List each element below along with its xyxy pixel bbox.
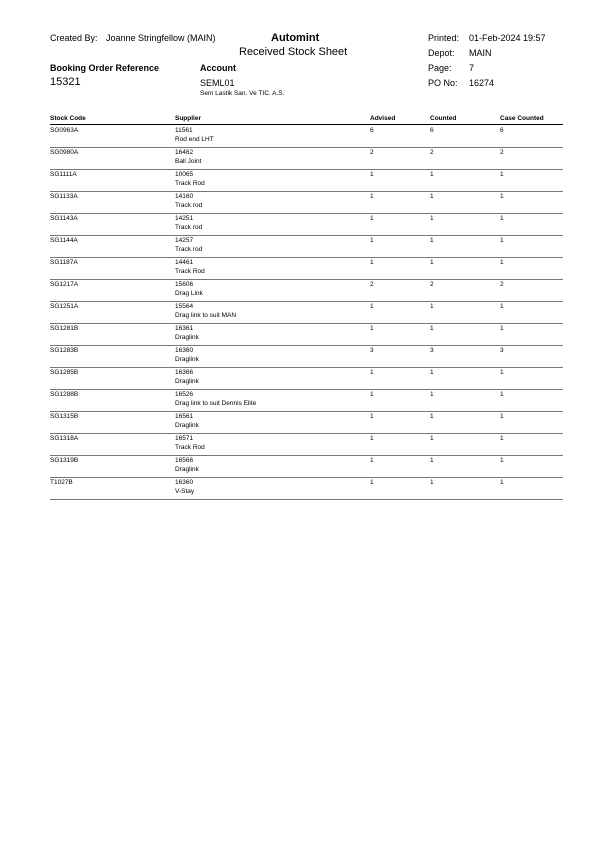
account-code: SEML01 bbox=[200, 78, 235, 88]
row-divider bbox=[50, 301, 563, 302]
description-cell: Draglink bbox=[175, 378, 199, 385]
row-divider bbox=[50, 323, 563, 324]
description-cell: Track Rod bbox=[175, 444, 205, 451]
page-value: 7 bbox=[469, 63, 475, 73]
advised-cell: 1 bbox=[370, 413, 374, 420]
case-counted-cell: 6 bbox=[500, 127, 504, 134]
header-rule bbox=[50, 124, 563, 125]
advised-cell: 1 bbox=[370, 193, 374, 200]
supplier-code-cell: 16571 bbox=[175, 435, 194, 442]
case-counted-cell: 3 bbox=[500, 347, 504, 354]
description-cell: Rod end LHT bbox=[175, 136, 214, 143]
counted-cell: 1 bbox=[430, 259, 434, 266]
stock-code-cell: SG1285B bbox=[50, 369, 79, 376]
printed-value: 01-Feb-2024 19:57 bbox=[469, 33, 546, 43]
company-name: Automint bbox=[271, 32, 320, 44]
col-header-advised: Advised bbox=[370, 115, 396, 122]
row-divider bbox=[50, 257, 563, 258]
row-divider bbox=[50, 499, 563, 500]
counted-cell: 1 bbox=[430, 479, 434, 486]
case-counted-cell: 2 bbox=[500, 281, 504, 288]
advised-cell: 3 bbox=[370, 347, 374, 354]
counted-cell: 1 bbox=[430, 435, 434, 442]
description-cell: Track Rod bbox=[175, 268, 205, 275]
counted-cell: 1 bbox=[430, 215, 434, 222]
row-divider bbox=[50, 235, 563, 236]
created-by-label: Created By: bbox=[50, 33, 98, 43]
stock-code-cell: SG1251A bbox=[50, 303, 79, 310]
description-cell: Track rod bbox=[175, 224, 203, 231]
description-cell: Drag link to suit Dennis Elite bbox=[175, 400, 257, 407]
stock-code-cell: SG1315B bbox=[50, 413, 79, 420]
printed-label: Printed: bbox=[428, 33, 460, 43]
description-cell: V-Stay bbox=[175, 488, 195, 495]
stock-code-cell: SG0963A bbox=[50, 127, 79, 134]
counted-cell: 1 bbox=[430, 171, 434, 178]
row-divider bbox=[50, 147, 563, 148]
advised-cell: 1 bbox=[370, 303, 374, 310]
stock-code-cell: SG1217A bbox=[50, 281, 79, 288]
case-counted-cell: 1 bbox=[500, 303, 504, 310]
description-cell: Draglink bbox=[175, 466, 199, 473]
description-cell: Track rod bbox=[175, 202, 203, 209]
supplier-code-cell: 14160 bbox=[175, 193, 194, 200]
supplier-code-cell: 14461 bbox=[175, 259, 194, 266]
supplier-code-cell: 16561 bbox=[175, 413, 194, 420]
advised-cell: 6 bbox=[370, 127, 374, 134]
supplier-code-cell: 15606 bbox=[175, 281, 194, 288]
depot-label: Depot: bbox=[428, 48, 455, 58]
sheet-title: Received Stock Sheet bbox=[239, 46, 348, 58]
description-cell: Draglink bbox=[175, 334, 199, 341]
counted-cell: 6 bbox=[430, 127, 434, 134]
advised-cell: 1 bbox=[370, 391, 374, 398]
row-divider bbox=[50, 389, 563, 390]
col-header-supplier: Supplier bbox=[175, 115, 202, 122]
row-divider bbox=[50, 433, 563, 434]
row-divider bbox=[50, 213, 563, 214]
advised-cell: 1 bbox=[370, 369, 374, 376]
stock-code-cell: T1027B bbox=[50, 479, 73, 486]
counted-cell: 1 bbox=[430, 413, 434, 420]
stock-code-cell: SG1318A bbox=[50, 435, 79, 442]
counted-cell: 1 bbox=[430, 391, 434, 398]
supplier-code-cell: 15564 bbox=[175, 303, 194, 310]
stock-code-cell: SG1283B bbox=[50, 347, 79, 354]
supplier-code-cell: 16526 bbox=[175, 391, 194, 398]
stock-code-cell: SG1319B bbox=[50, 457, 79, 464]
stock-code-cell: SG1133A bbox=[50, 193, 78, 200]
account-label: Account bbox=[200, 63, 236, 73]
supplier-code-cell: 16361 bbox=[175, 325, 194, 332]
row-divider bbox=[50, 455, 563, 456]
supplier-code-cell: 11561 bbox=[175, 127, 193, 134]
counted-cell: 1 bbox=[430, 325, 434, 332]
supplier-code-cell: 16462 bbox=[175, 149, 194, 156]
po-value: 16274 bbox=[469, 78, 495, 88]
counted-cell: 3 bbox=[430, 347, 434, 354]
description-cell: Draglink bbox=[175, 356, 199, 363]
stock-code-cell: SG1288B bbox=[50, 391, 79, 398]
case-counted-cell: 1 bbox=[500, 215, 504, 222]
description-cell: Track Rod bbox=[175, 180, 205, 187]
case-counted-cell: 2 bbox=[500, 149, 504, 156]
depot-value: MAIN bbox=[469, 48, 492, 58]
case-counted-cell: 1 bbox=[500, 325, 504, 332]
case-counted-cell: 1 bbox=[500, 237, 504, 244]
col-header-stock-code: Stock Code bbox=[50, 115, 86, 122]
supplier-code-cell: 16360 bbox=[175, 347, 194, 354]
row-divider bbox=[50, 279, 563, 280]
advised-cell: 2 bbox=[370, 149, 374, 156]
counted-cell: 2 bbox=[430, 281, 434, 288]
row-divider bbox=[50, 191, 563, 192]
counted-cell: 1 bbox=[430, 193, 434, 200]
booking-ref-value: 15321 bbox=[50, 76, 81, 88]
case-counted-cell: 1 bbox=[500, 391, 504, 398]
row-divider bbox=[50, 477, 563, 478]
advised-cell: 1 bbox=[370, 215, 374, 222]
case-counted-cell: 1 bbox=[500, 171, 504, 178]
description-cell: Track rod bbox=[175, 246, 203, 253]
case-counted-cell: 1 bbox=[500, 259, 504, 266]
account-name: Sem Lastik San. Ve TIC. A.S. bbox=[200, 90, 285, 97]
counted-cell: 1 bbox=[430, 303, 434, 310]
stock-code-cell: SG0980A bbox=[50, 149, 79, 156]
advised-cell: 1 bbox=[370, 259, 374, 266]
supplier-code-cell: 10065 bbox=[175, 171, 194, 178]
description-cell: Draglink bbox=[175, 422, 199, 429]
case-counted-cell: 1 bbox=[500, 193, 504, 200]
supplier-code-cell: 14257 bbox=[175, 237, 194, 244]
col-header-case-counted: Case Counted bbox=[500, 115, 544, 122]
case-counted-cell: 1 bbox=[500, 413, 504, 420]
created-by-value: Joanne Stringfellow (MAIN) bbox=[106, 33, 216, 43]
stock-code-cell: SG1187A bbox=[50, 259, 78, 266]
advised-cell: 1 bbox=[370, 171, 374, 178]
col-header-counted: Counted bbox=[430, 115, 457, 122]
case-counted-cell: 1 bbox=[500, 457, 504, 464]
advised-cell: 1 bbox=[370, 237, 374, 244]
case-counted-cell: 1 bbox=[500, 435, 504, 442]
description-cell: Drag Link bbox=[175, 290, 203, 297]
row-divider bbox=[50, 169, 563, 170]
case-counted-cell: 1 bbox=[500, 479, 504, 486]
counted-cell: 1 bbox=[430, 237, 434, 244]
counted-cell: 2 bbox=[430, 149, 434, 156]
counted-cell: 1 bbox=[430, 369, 434, 376]
case-counted-cell: 1 bbox=[500, 369, 504, 376]
row-divider bbox=[50, 411, 563, 412]
counted-cell: 1 bbox=[430, 457, 434, 464]
description-cell: Ball Joint bbox=[175, 158, 202, 165]
supplier-code-cell: 16566 bbox=[175, 457, 194, 464]
page-label: Page: bbox=[428, 63, 452, 73]
supplier-code-cell: 14251 bbox=[175, 215, 194, 222]
description-cell: Drag link to suit MAN bbox=[175, 312, 237, 319]
advised-cell: 1 bbox=[370, 435, 374, 442]
booking-ref-label: Booking Order Reference bbox=[50, 63, 160, 73]
stock-code-cell: SG1143A bbox=[50, 215, 78, 222]
po-label: PO No: bbox=[428, 78, 458, 88]
row-divider bbox=[50, 345, 563, 346]
supplier-code-cell: 16366 bbox=[175, 369, 194, 376]
advised-cell: 1 bbox=[370, 325, 374, 332]
stock-code-cell: SG1281B bbox=[50, 325, 79, 332]
stock-code-cell: SG1111A bbox=[50, 171, 77, 178]
supplier-code-cell: 16360 bbox=[175, 479, 194, 486]
stock-code-cell: SG1144A bbox=[50, 237, 78, 244]
advised-cell: 2 bbox=[370, 281, 374, 288]
advised-cell: 1 bbox=[370, 457, 374, 464]
advised-cell: 1 bbox=[370, 479, 374, 486]
row-divider bbox=[50, 367, 563, 368]
